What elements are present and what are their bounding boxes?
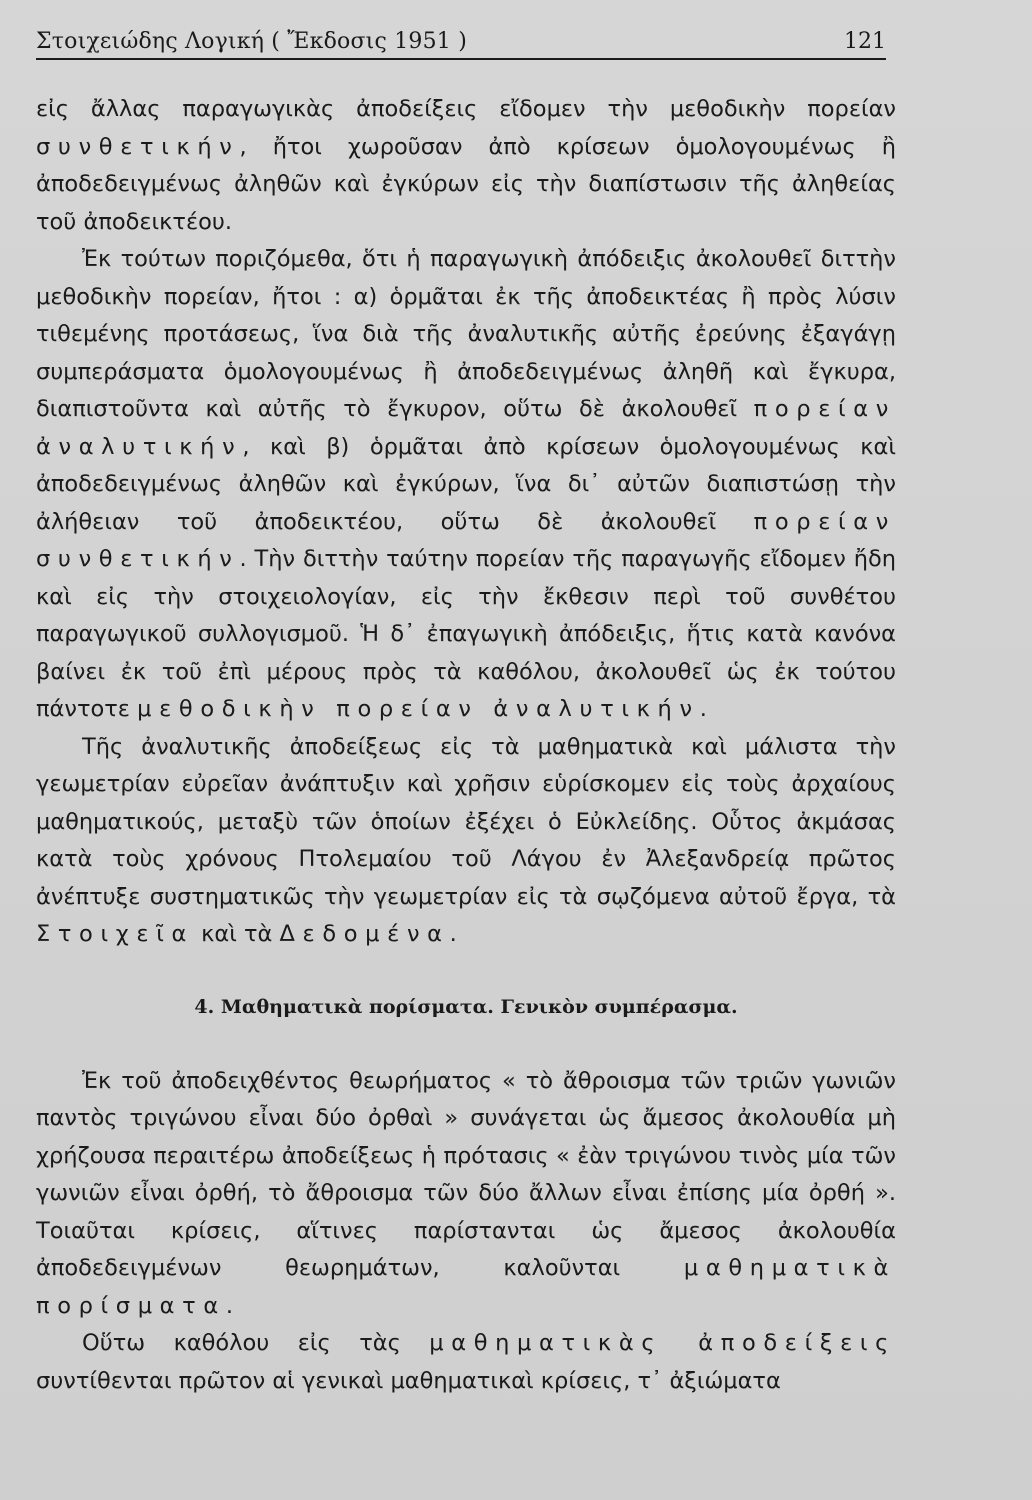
text-run: . Τὴν διττὴν ταύτην πορείαν τῆς παραγωγῆς εἴδομεν ἤδη καὶ εἰς τὴν στοιχειολογίαν, εἰς τὴν ἔκθεσιν περὶ τοῦ συνθέτου παραγωγικοῦ συλλογισμοῦ. Ἡ δ᾿ ἐπαγωγικὴ ἀπόδειξις, ἥτις κατὰ κανόνα βαίνει ἐκ τοῦ ἐπὶ μέρους πρὸς τὰ καθόλου, ἀκολουθεῖ ὡς ἐκ τούτου πάντοτε — [36, 546, 896, 722]
spaced-term: συνθετικήν — [36, 133, 240, 160]
spaced-term: πορείαν ἀναλυτικήν — [36, 396, 896, 460]
text-run: καὶ τὰ — [193, 921, 280, 947]
text-run: Τῆς ἀναλυτικῆς ἀποδείξεως εἰς τὰ μαθηματικὰ καὶ μάλιστα τὴν γεωμετρίαν εὐρεῖαν ἀνάπτυξιν καὶ χρῆσιν εὑρίσκομεν εἰς τοὺς ἀρχαίους μαθηματικούς, μεταξὺ τῶν ὁποίων ἐξέχει ὁ Εὐκλείδης. Οὗτος ἀκμάσας κατὰ τοὺς χρόνους Πτολεμαίου τοῦ Λάγου ἐν Ἀλεξανδρείᾳ πρῶτος ἀνέπτυξε συστηματικῶς τὴν γεωμετρίαν εἰς τὰ σῳζόμενα αὐτοῦ ἔργα, τὰ — [36, 733, 896, 910]
text-run: συντίθενται πρῶτον αἱ γενικαὶ μαθηματικαὶ κρίσεις, τ᾿ ἀξιώματα — [36, 1367, 781, 1394]
running-header — [36, 22, 886, 60]
text-run: , ἤτοι χωροῦσαν ἀπὸ κρίσεων ὁμολογουμένως ἢ ἀποδεδειγμένως ἀληθῶν καὶ ἐγκύρων εἰς τὴν διαπίστωσιν τῆς ἀληθείας τοῦ ἀποδεικτέου. — [36, 133, 896, 235]
text-run: Ἐκ τοῦ ἀποδειχθέντος θεωρήματος « τὸ ἄθροισμα τῶν τριῶν γωνιῶν παντὸς τριγώνου εἶναι δύο ὀρθαὶ » συνάγεται ὡς ἄμεσος ἀκολουθία μὴ χρήζουσα περαιτέρω ἀποδείξεως ἡ πρότασις « ἐὰν τριγώνου τινὸς μία τῶν γωνιῶν εἶναι ὀρθή, τὸ ἄθροισμα τῶν δύο ἄλλων εἶναι ἐπίσης μία ὀρθή ». Τοιαῦται κρίσεις, αἵτινες παρίστανται ὡς ἄμεσος ἀκολουθία ἀποδεδειγμένων θεωρημάτων, καλοῦνται — [36, 1067, 896, 1281]
text-run: εἰς ἄλλας παραγωγικὰς ἀποδείξεις εἴδομεν τὴν μεθοδικὴν πορείαν — [36, 96, 896, 122]
text-run: . — [225, 1292, 233, 1319]
spaced-term: Δεδομένα — [279, 921, 450, 947]
paragraph-analytic-proof — [36, 729, 896, 954]
spaced-term: Στοιχεῖα — [36, 921, 194, 947]
text-run: , καὶ β) ὁρμᾶται ἀπὸ κρίσεων ὁμολογουμένως καὶ ἀποδεδειγμένως ἀληθῶν καὶ ἐγκύρων, ἵνα δι᾿ αὐτῶν διαπιστώσῃ τὴν ἀλήθειαν τοῦ ἀποδεικτέου, οὕτω δὲ ἀκολουθεῖ — [36, 433, 896, 535]
paragraph-deductive-proof — [36, 241, 896, 729]
page-number: 121 — [844, 29, 886, 54]
paragraph-conclusion — [36, 1325, 896, 1400]
paragraph-corollaries — [36, 1063, 896, 1326]
running-title: Στοιχειώδης Λογική ( Ἔκδοσις 1951 ) — [36, 29, 467, 54]
text-run: . — [449, 921, 457, 947]
page-body — [36, 91, 896, 1400]
paragraph-continuation — [36, 91, 896, 241]
spaced-term: μαθηματικὰς ἀποδείξεις — [429, 1330, 896, 1356]
text-run: . — [699, 696, 707, 722]
spaced-term: μαθηματικὰ πορίσματα — [36, 1255, 896, 1319]
spaced-term: πορείαν συνθετικήν — [36, 508, 896, 572]
text-run: Οὕτω καθόλου εἰς τὰς — [82, 1330, 430, 1356]
spaced-term: μεθοδικὴν πορείαν ἀναλυτικήν — [137, 696, 700, 722]
text-run: Ἐκ τούτων ποριζόμεθα, ὅτι ἡ παραγωγικὴ ἀπόδειξις ἀκολουθεῖ διττὴν μεθοδικὴν πορείαν, ἤτοι : α) ὁρμᾶται ἐκ τῆς ἀποδεικτέας ἢ πρὸς λύσιν τιθεμένης προτάσεως, ἵνα διὰ τῆς ἀναλυτικῆς αὐτῆς ἐρεύνης ἐξαγάγῃ συμπεράσματα ὁμολογουμένως ἢ ἀποδεδειγμένως ἀληθῆ καὶ ἔγκυρα, διαπιστοῦντα καὶ αὐτῆς τὸ ἔγκυρον, οὕτω δὲ ἀκολουθεῖ — [36, 246, 896, 422]
section-heading: 4. Μαθηματικὰ πορίσματα. Γενικὸν συμπέρασμα. — [194, 995, 738, 1018]
